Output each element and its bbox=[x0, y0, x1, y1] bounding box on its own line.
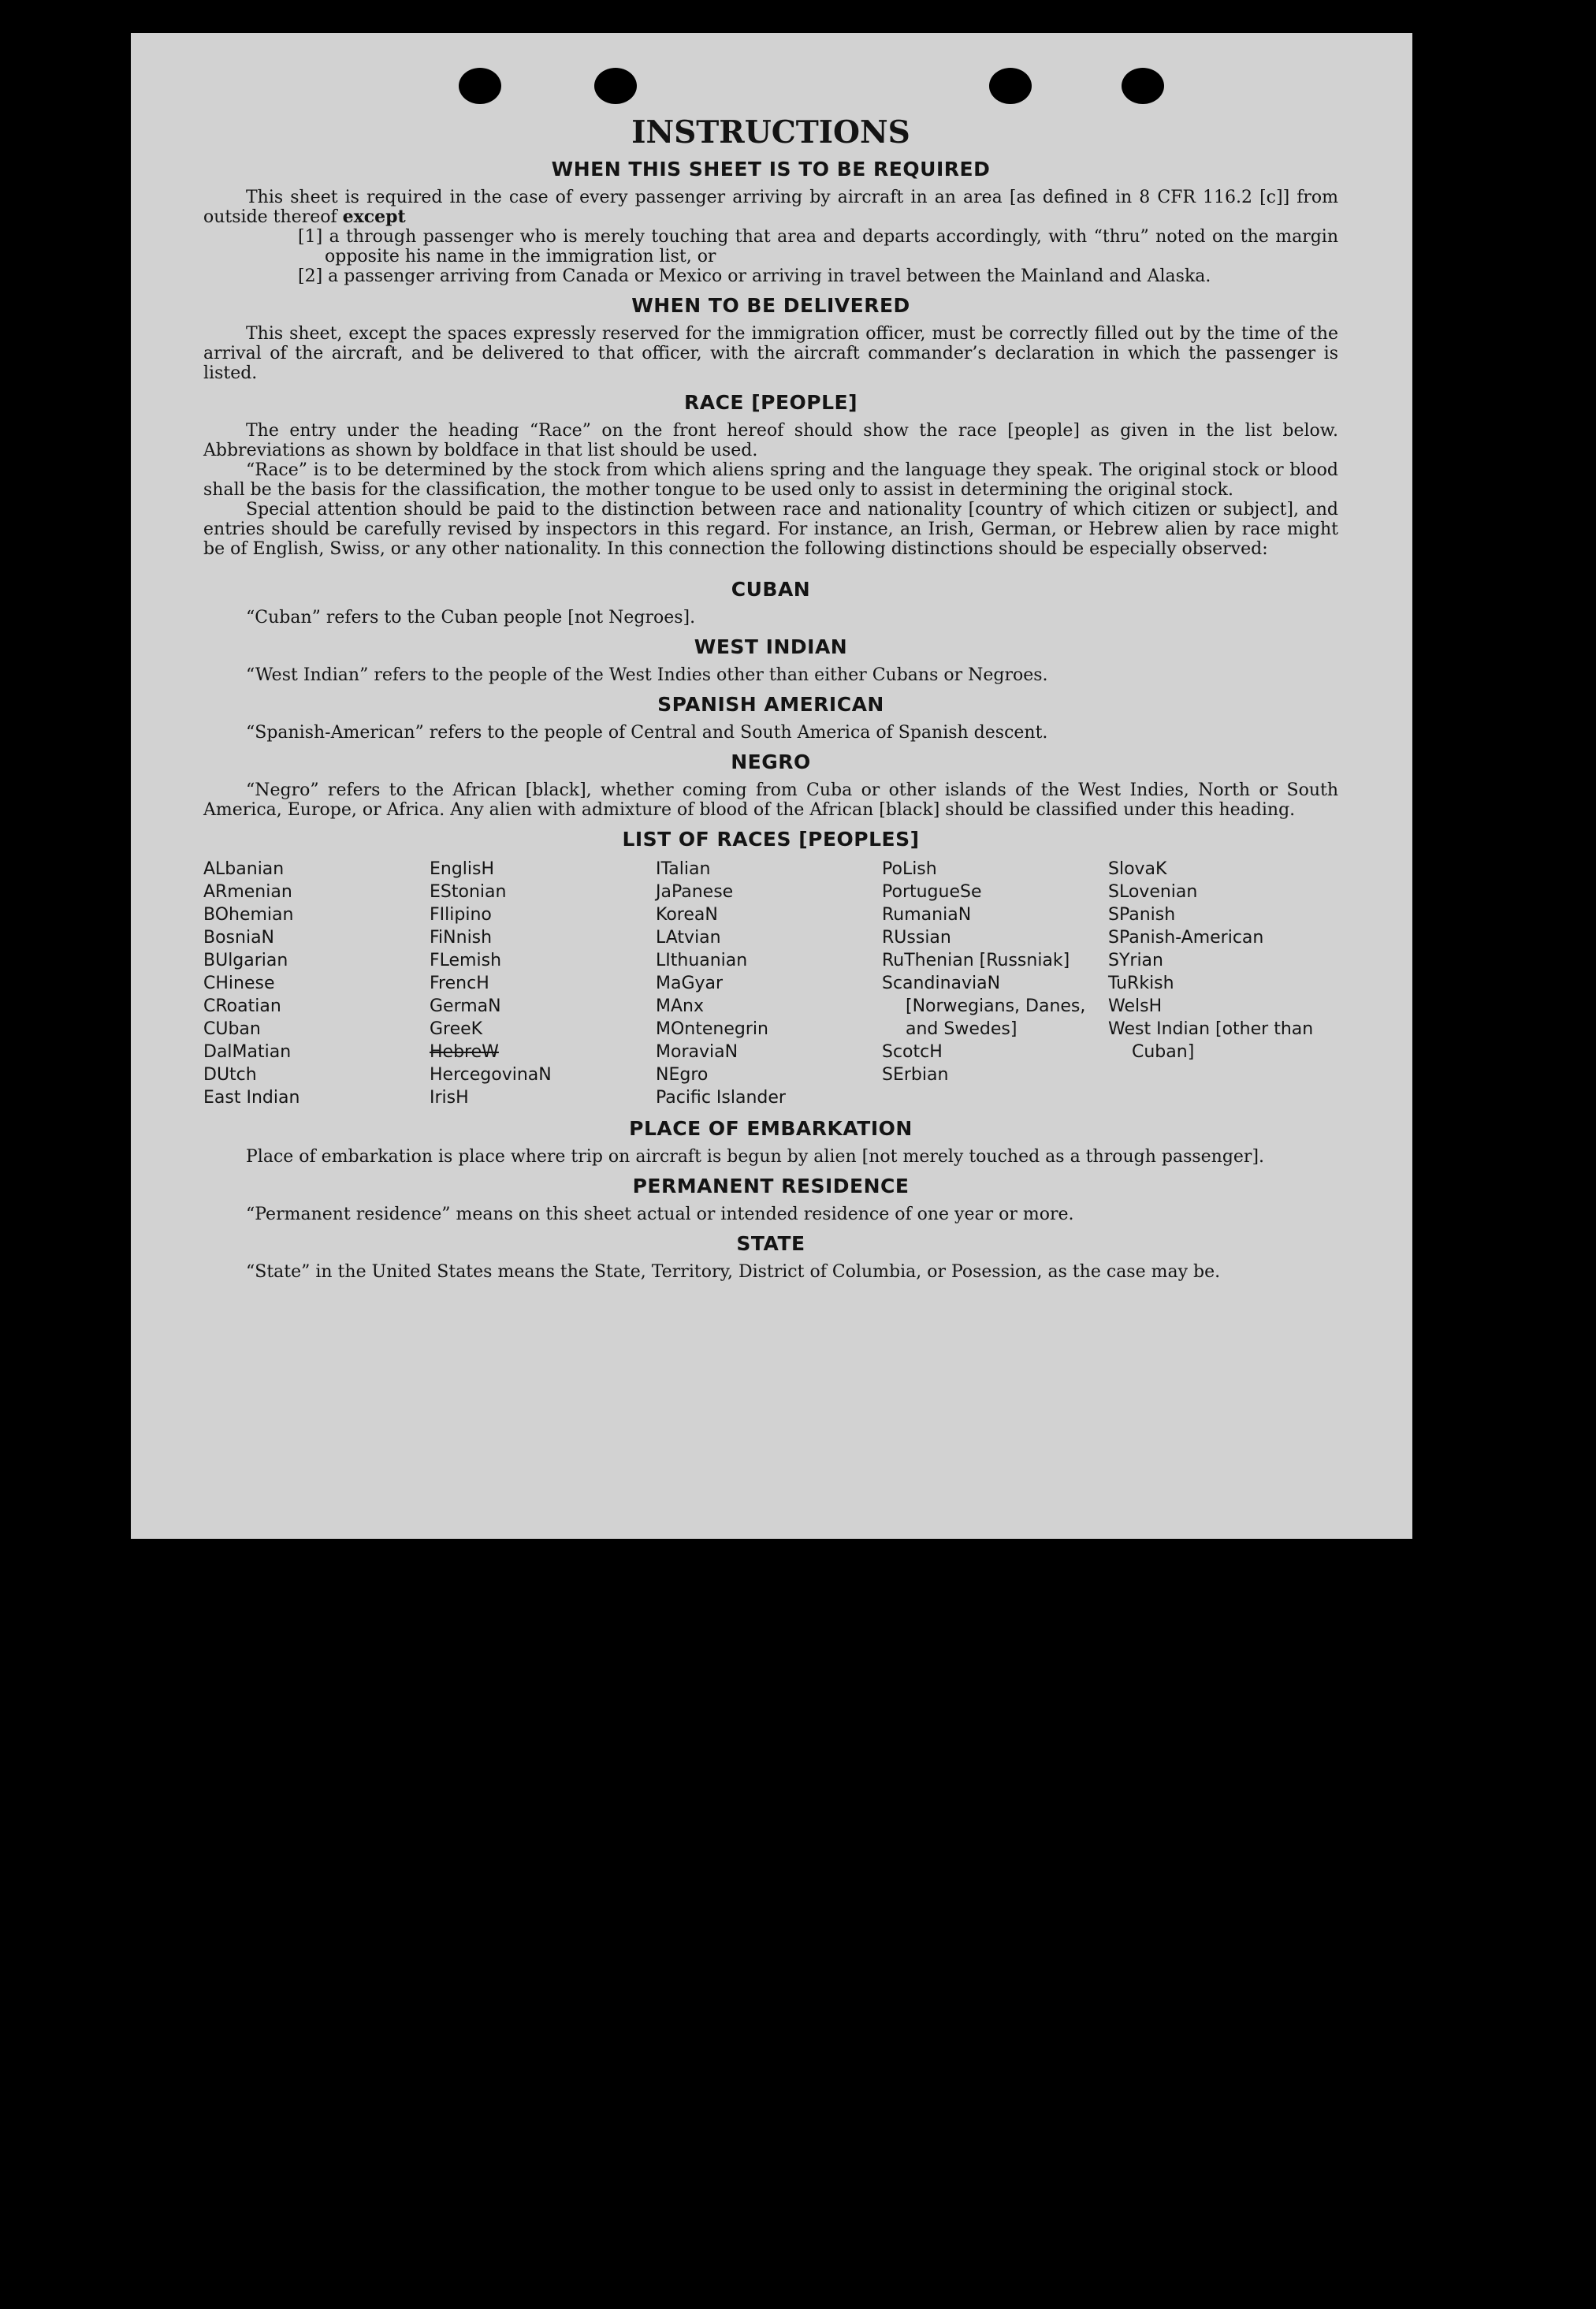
heading-west-indian: WEST INDIAN bbox=[694, 635, 848, 658]
race-entry: BOhemian bbox=[203, 904, 294, 925]
race-entry: JaPanese bbox=[656, 881, 734, 902]
negro-text: “Negro” refers to the African [black], whether coming from Cuba or other islands of the West Indies, North or South America, Europe, or Africa. Any alien with admixture of blood of the African [black] should be classified under this heading. bbox=[203, 780, 1338, 820]
race-entry: FLemish bbox=[430, 950, 502, 970]
races-column-2 bbox=[430, 858, 656, 1109]
race-entry: MOntenegrin bbox=[656, 1019, 768, 1039]
heading-state: STATE bbox=[736, 1231, 805, 1255]
race-entry: SlovaK bbox=[1108, 858, 1167, 879]
race-entry: WelsH bbox=[1108, 996, 1163, 1016]
race-entry: TuRkish bbox=[1108, 973, 1174, 993]
race-entry: MoraviaN bbox=[656, 1041, 738, 1062]
race-entry: RuThenian [Russniak] bbox=[882, 950, 1070, 970]
race-entry: ITalian bbox=[656, 858, 711, 879]
race-entry: SErbian bbox=[882, 1064, 949, 1085]
spanish-american-text: “Spanish-American” refers to the people of Central and South America of Spanish descent. bbox=[246, 722, 1048, 743]
race-entry: Pacific Islander bbox=[656, 1087, 786, 1108]
race-entry: RumaniaN bbox=[882, 904, 972, 925]
heading-cuban: CUBAN bbox=[731, 577, 811, 601]
race-entry: EnglisH bbox=[430, 858, 495, 879]
race-entry: FrencH bbox=[430, 973, 489, 993]
races-column-1 bbox=[203, 858, 430, 1109]
race-entry: EStonian bbox=[430, 881, 507, 902]
heading-spanish-american: SPANISH AMERICAN bbox=[657, 692, 884, 716]
required-intro: This sheet is required in the case of every passenger arriving by aircraft in an area [as defined in 8 CFR 116.2 [c]] from outside thereof except bbox=[203, 187, 1338, 227]
heading-race: RACE [PEOPLE] bbox=[683, 390, 858, 414]
race-entry: PortugueSe bbox=[882, 881, 982, 902]
race-entry: PoLish bbox=[882, 858, 937, 879]
race-entry: IrisH bbox=[430, 1087, 469, 1108]
race-entry: East Indian bbox=[203, 1087, 300, 1108]
race-entry: BosniaN bbox=[203, 927, 275, 948]
race-entry: DalMatian bbox=[203, 1041, 292, 1062]
heading-residence: PERMANENT RESIDENCE bbox=[632, 1174, 910, 1197]
punch-hole bbox=[594, 68, 637, 104]
heading-required: WHEN THIS SHEET IS TO BE REQUIRED bbox=[551, 157, 991, 181]
heading-list-of-races: LIST OF RACES [PEOPLES] bbox=[622, 827, 920, 851]
race-entry: LIthuanian bbox=[656, 950, 748, 970]
heading-embarkation: PLACE OF EMBARKATION bbox=[629, 1116, 913, 1140]
race-entry: CRoatian bbox=[203, 996, 281, 1016]
race-entry: CHinese bbox=[203, 973, 275, 993]
page-title: INSTRUCTIONS bbox=[631, 114, 910, 151]
races-column-4 bbox=[882, 858, 1108, 1109]
race-entry: SPanish bbox=[1108, 904, 1176, 925]
punch-hole bbox=[459, 68, 501, 104]
delivered-text: This sheet, except the spaces expressly reserved for the immigration officer, must be correctly filled out by the time of the arrival of the aircraft, and be delivered to that officer, with the aircraft commander’s declaration in which the passenger is listed. bbox=[203, 323, 1338, 383]
race-entry: LAtvian bbox=[656, 927, 721, 948]
race-entry-struck: HebreW bbox=[430, 1041, 499, 1062]
race-entry: GermaN bbox=[430, 996, 501, 1016]
residence-text: “Permanent residence” means on this sheet actual or intended residence of one year or more. bbox=[246, 1204, 1074, 1224]
race-entry: FIlipino bbox=[430, 904, 492, 925]
race-entry: GreeK bbox=[430, 1019, 483, 1039]
required-item-2: [2] a passenger arriving from Canada or Mexico or arriving in travel between the Mainland and Alaska. bbox=[298, 266, 1211, 286]
race-entry: MAnx bbox=[656, 996, 704, 1016]
race-entry: DUtch bbox=[203, 1064, 257, 1085]
race-paragraph-1: The entry under the heading “Race” on the front hereof should show the race [people] as given in the list below. Abbreviations as shown by boldface in that list should be used. bbox=[203, 420, 1338, 460]
race-entry: HercegovinaN bbox=[430, 1064, 552, 1085]
race-entry: SPanish-American bbox=[1108, 927, 1264, 948]
race-entry: ScotcH bbox=[882, 1041, 943, 1062]
state-text: “State” in the United States means the State, Territory, District of Columbia, or Posession, as the case may be. bbox=[246, 1261, 1221, 1282]
race-entry: SLovenian bbox=[1108, 881, 1198, 902]
race-entry: FiNnish bbox=[430, 927, 493, 948]
required-item-1: [1] a through passenger who is merely touching that area and departs accordingly, with “thru” noted on the margin opposite his name in the immigration list, or bbox=[298, 226, 1338, 266]
race-entry: CUban bbox=[203, 1019, 261, 1039]
race-entry: BUlgarian bbox=[203, 950, 288, 970]
race-entry: SYrian bbox=[1108, 950, 1163, 970]
races-column-3 bbox=[656, 858, 882, 1109]
race-entry: ScandinaviaN [Norwegians, Danes, and Swedes] bbox=[882, 973, 1086, 1039]
instruction-sheet bbox=[131, 33, 1412, 1539]
race-entry: ARmenian bbox=[203, 881, 292, 902]
instructions-content bbox=[203, 116, 1338, 1282]
race-entry: RUssian bbox=[882, 927, 951, 948]
heading-delivered: WHEN TO BE DELIVERED bbox=[631, 293, 910, 317]
race-paragraph-2: “Race” is to be determined by the stock from which aliens spring and the language they speak. The original stock or blood shall be the basis for the classification, the mother tongue to be used only to assist in determining the original stock. bbox=[203, 460, 1338, 500]
race-entry: West Indian [other than Cuban] bbox=[1108, 1019, 1314, 1062]
races-column-5 bbox=[1108, 858, 1334, 1109]
race-entry: MaGyar bbox=[656, 973, 724, 993]
heading-negro: NEGRO bbox=[731, 750, 811, 773]
west-indian-text: “West Indian” refers to the people of the West Indies other than either Cubans or Negroes. bbox=[246, 665, 1048, 685]
race-entry: ALbanian bbox=[203, 858, 285, 879]
race-paragraph-3: Special attention should be paid to the distinction between race and nationality [country of which citizen or subject], and entries should be carefully revised by inspectors in this regard. For instance, an Irish, German, or Hebrew alien by race might be of English, Swiss, or any other nationality. In this connection the following distinctions should be especially observed: bbox=[203, 499, 1338, 559]
punch-hole bbox=[1122, 68, 1164, 104]
embarkation-text: Place of embarkation is place where trip on aircraft is begun by alien [not merely touched as a through passenger]. bbox=[246, 1146, 1265, 1167]
race-entry: KoreaN bbox=[656, 904, 718, 925]
race-entry: NEgro bbox=[656, 1064, 709, 1085]
cuban-text: “Cuban” refers to the Cuban people [not Negroes]. bbox=[246, 607, 696, 628]
punch-hole bbox=[989, 68, 1032, 104]
races-list bbox=[203, 858, 1338, 1109]
